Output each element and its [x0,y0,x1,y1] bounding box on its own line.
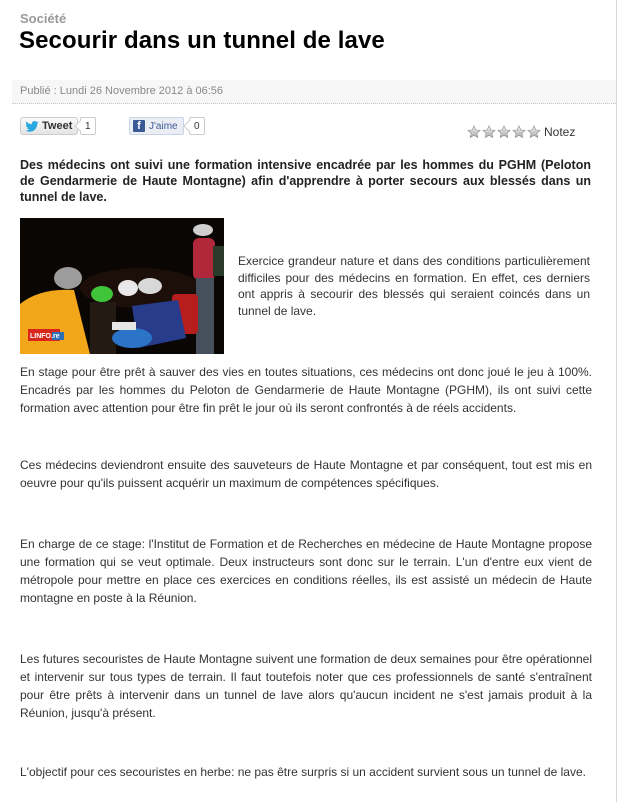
tweet-label: Tweet [42,120,73,132]
star-icon[interactable] [512,125,526,139]
paragraph: En stage pour être prêt à sauver des vies en toutes situations, ces médecins ont donc joué le jeu à 100%. Encadrés par les hommes du Peloton de Gendarmerie de Haute Montagne (PGHM), ils ont suivi cette formation avec attention pour être fin prêt le jour où ils seront confrontés à de réels accidents. [20,365,592,415]
paragraph: Les futures secouristes de Haute Montagne suivent une formation de deux semaines pour être opérationnel et intervenir sur tous types de terrain. Il faut toutefois noter que ces professionnels de santé s'entraînent pour être prêts à intervenir dans un tunnel de lave alors qu'aucun incident ne s'est jamais produit à la Réunion, jusqu'à présent. [20,652,592,720]
like-count: 0 [189,117,205,135]
rating-label: Notez [544,125,576,139]
facebook-f-icon: f [133,120,145,132]
star-icon[interactable] [482,125,496,139]
twitter-bird-icon [25,121,39,132]
tweet-button[interactable] [20,117,78,135]
star-icon[interactable] [527,125,541,139]
star-icon[interactable] [467,125,481,139]
publication-date: Publié : Lundi 26 Novembre 2012 à 06:56 [20,85,224,97]
rescue-scene-illustration [20,218,224,354]
facebook-like-button[interactable] [129,117,184,135]
publication-bar [12,80,616,104]
photo-watermark: LINFO.re [30,333,60,340]
paragraph: L'objectif pour ces secouristes en herbe: ne pas être surpris si un accident survient sous un tunnel de lave. [20,765,586,779]
article-lead: Des médecins ont suivi une formation intensive encadrée par les hommes du PGHM (Peloton de Gendarmerie de Haute Montagne) afin d'apprendre à porter secours aux blessés dans un tunnel de lave. [20,158,591,204]
rating-widget [467,125,575,139]
article-photo [20,218,224,354]
article-category: Société [20,11,67,26]
paragraph: En charge de ce stage: l'Institut de Formation et de Recherches en médecine de Haute Montagne propose une formation qui se veut optimale. Deux instructeurs sont donc sur le terrain. L'un d'entre eux vient de métropole pour mettre en place ces exercices en conditions réelles, ils est assisté un médecin de Haute montagne en poste à la Réunion. [20,537,592,605]
star-icon[interactable] [497,125,511,139]
tweet-count: 1 [80,117,96,135]
photo-side-text: Exercice grandeur nature et dans des conditions particulièrement difficiles pour des médecins en formation. En effet, ces derniers ont appris à secourir des blessés qui seraient coincés dans un tunnel de lave. [238,254,590,318]
article-title: Secourir dans un tunnel de lave [19,27,385,54]
content-right-border [616,0,617,802]
paragraph: Ces médecins deviendront ensuite des sauveteurs de Haute Montagne et par conséquent, tout est mis en oeuvre pour qu'ils puissent acquérir un maximum de compétences spécifiques. [20,458,592,490]
like-label: J'aime [149,120,178,132]
